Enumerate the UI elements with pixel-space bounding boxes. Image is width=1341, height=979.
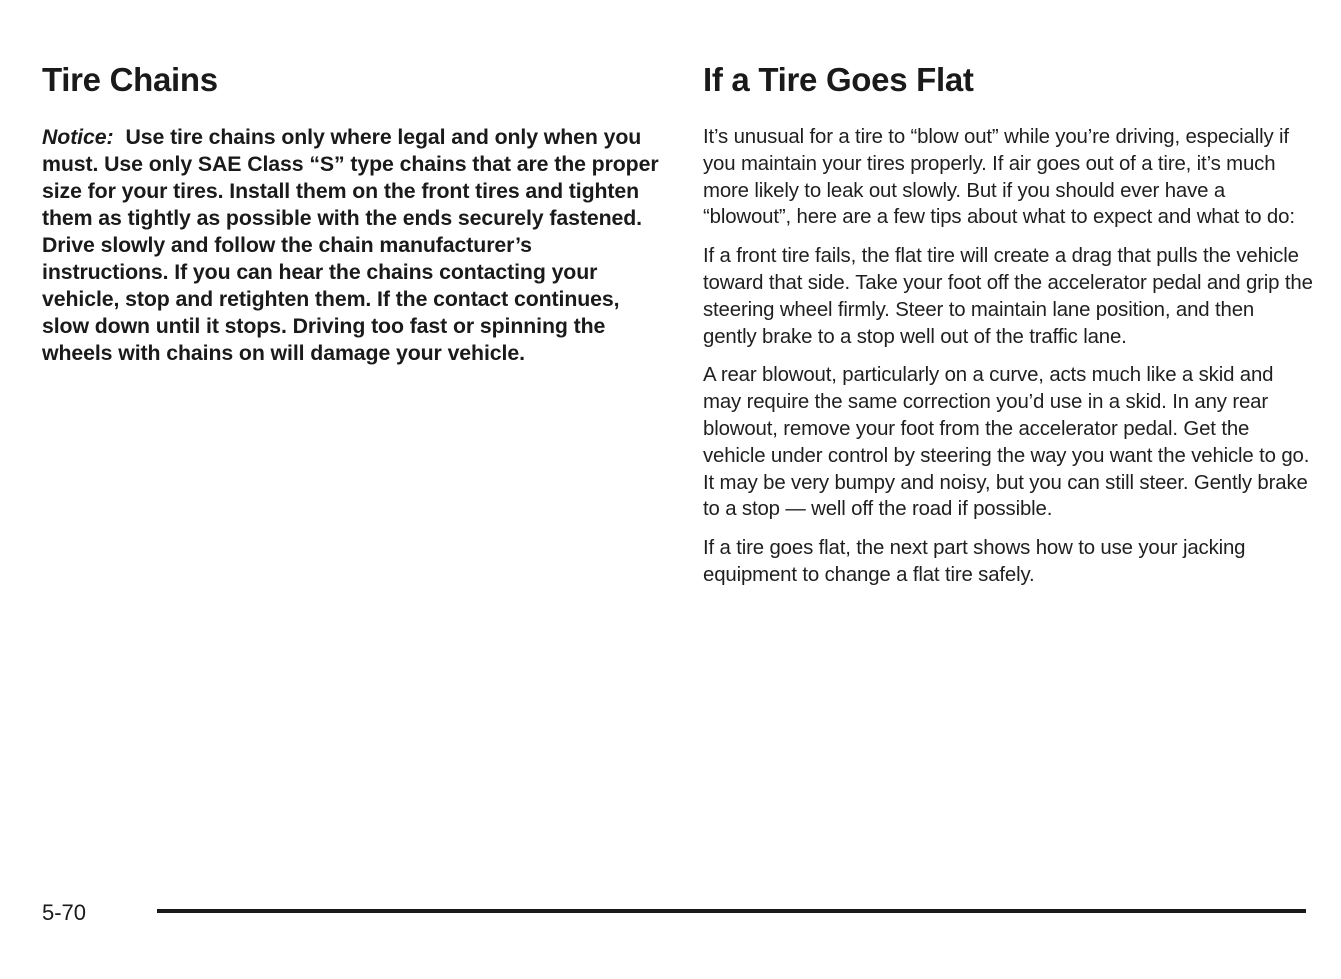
paragraph: If a front tire fails, the flat tire will create a drag that pulls the vehicle toward that side. Take your foot off the accelerator pedal and grip the steering wheel firmly. Steer to maintain lane position, and then gently brake to a stop well out of the traffic lane. (703, 245, 1313, 348)
left-column (42, 58, 662, 367)
paragraph: If a tire goes flat, the next part shows how to use your jacking equipment to change a flat tire safely. (703, 537, 1246, 586)
page-number: 5-70 (42, 900, 87, 925)
footer-rule (157, 909, 1306, 913)
notice-continuation: Drive slowly and follow the chain manufacturer’s instructions. If you can hear the chains contacting your vehicle, stop and retighten them. If the contact continues, slow down until it stops. Driving too fast or spinning the wheels with chains on will damage your vehicle. (42, 233, 620, 365)
section-heading-tire-chains: Tire Chains (42, 61, 218, 98)
notice-label: Notice: (42, 125, 114, 149)
notice-body: Use tire chains only where legal and only when you must. Use only SAE Class “S” type chains that are the proper size for your tires. Install them on the front tires and tighten them as tightly as possible with the ends securely fastened. (42, 125, 659, 230)
section-heading-flat-tire: If a Tire Goes Flat (703, 61, 974, 98)
paragraph: A rear blowout, particularly on a curve, acts much like a skid and may require the same correction you’d use in a skid. In any rear blowout, remove your foot from the accelerator pedal. Get the vehicle under control by steering the way you want the vehicle to go. It may be very bumpy and noisy, but you can still steer. Gently brake to a stop — well off the road if possible. (703, 364, 1310, 521)
right-column (703, 58, 1313, 601)
paragraph: It’s unusual for a tire to “blow out” while you’re driving, especially if you maintain your tires properly. If air goes out of a tire, it’s much more likely to leak out slowly. But if you should ever have a “blowout”, here are a few tips about what to expect and what to do: (703, 126, 1295, 229)
notice-block (42, 124, 662, 232)
